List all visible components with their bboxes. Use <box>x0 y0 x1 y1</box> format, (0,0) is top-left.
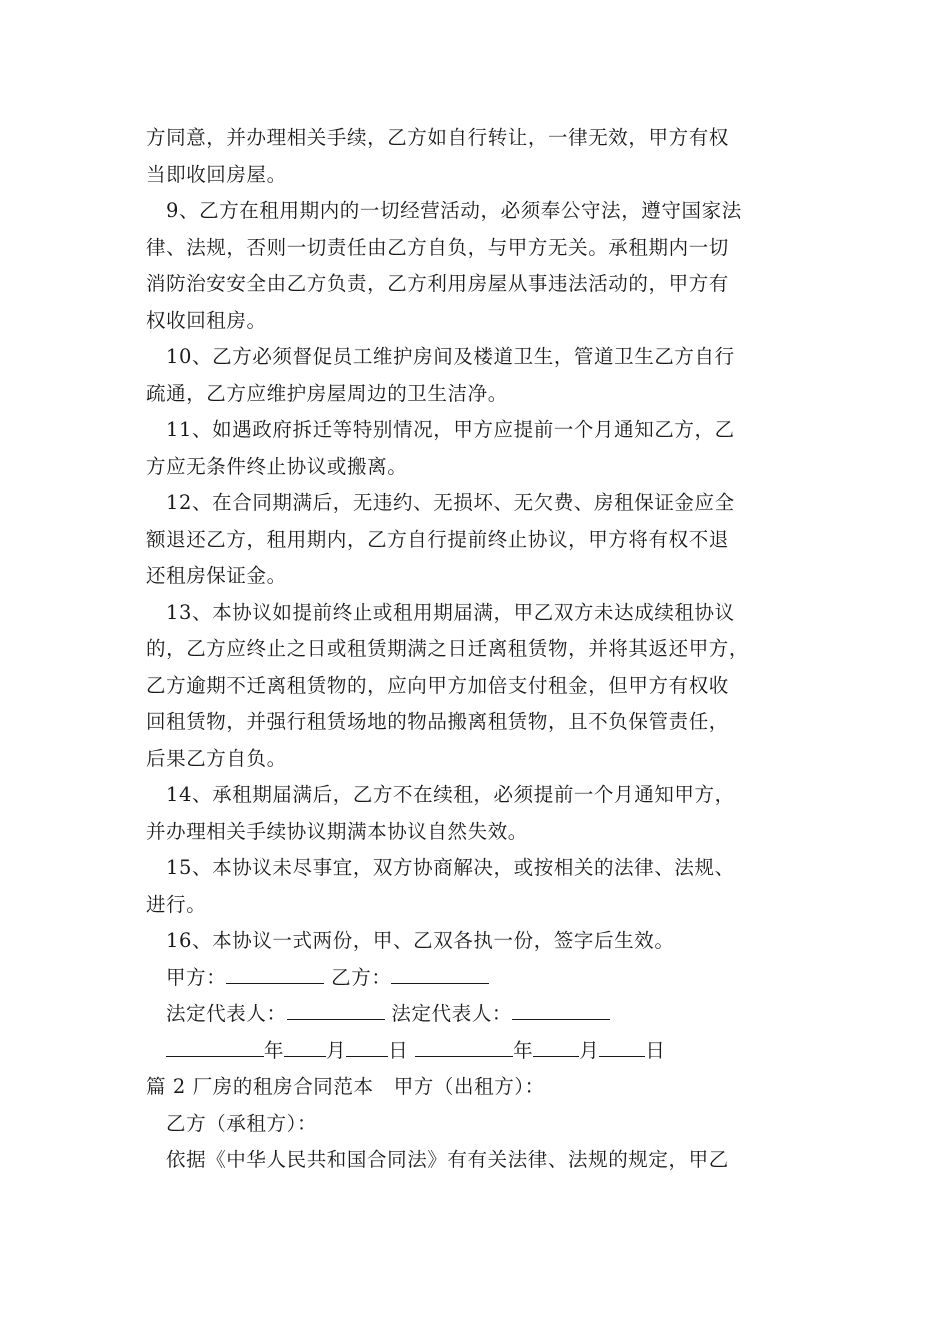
date-b-month-blank[interactable] <box>533 1034 579 1057</box>
paragraph-line: 并办理相关手续协议期满本协议自然失效。 <box>146 819 528 843</box>
paragraph-line: 疏通，乙方应维护房屋周边的卫生洁净。 <box>146 381 508 405</box>
paragraph-line: 额退还乙方，租用期内，乙方自行提前终止协议，甲方将有权不退 <box>146 527 729 551</box>
paragraph-line: 方应无条件终止协议或搬离。 <box>146 454 408 478</box>
party-b-label: 乙方： <box>331 965 392 989</box>
clause-11-line: 11、如遇政府拆迁等特别情况，甲方应提前一个月通知乙方，乙 <box>166 418 735 441</box>
paragraph-line: 律、法规，否则一切责任由乙方自负，与甲方无关。承租期内一切 <box>146 235 729 259</box>
paragraph-line: 进行。 <box>146 892 207 916</box>
day-label: 日 <box>388 1038 409 1062</box>
paragraph-line: 的，乙方应终止之日或租赁期满之日迁离租赁物，并将其返还甲方， <box>146 637 750 660</box>
year-label: 年 <box>513 1038 534 1062</box>
day-label: 日 <box>645 1038 666 1062</box>
clause-16-line: 16、本协议一式两份，甲、乙双各执一份，签字后生效。 <box>166 929 675 952</box>
year-label: 年 <box>264 1038 285 1062</box>
clause-9-line: 9、乙方在租用期内的一切经营活动，必须奉公守法，遵守国家法 <box>166 199 742 222</box>
date-a-year-blank[interactable] <box>166 1034 264 1057</box>
party-a-label: 甲方： <box>166 965 227 989</box>
month-label: 月 <box>579 1038 600 1062</box>
signature-reps-row <box>146 996 826 1033</box>
paragraph-line: 当即收回房屋。 <box>146 162 287 186</box>
clause-15-line: 15、本协议未尽事宜，双方协商解决，或按相关的法律、法规、 <box>166 856 735 879</box>
date-b-year-blank[interactable] <box>415 1034 513 1057</box>
document-body <box>146 120 826 1179</box>
date-a-month-blank[interactable] <box>284 1034 326 1057</box>
paragraph-line: 方同意，并办理相关手续，乙方如自行转让，一律无效，甲方有权 <box>146 126 729 149</box>
rep-a-label: 法定代表人： <box>166 1002 287 1025</box>
intro-line: 依据《中华人民共和国合同法》有有关法律、法规的规定，甲乙 <box>166 1148 729 1171</box>
paragraph-line: 乙方逾期不迁离租赁物的，应向甲方加倍支付租金，但甲方有权收 <box>146 673 729 697</box>
rep-b-blank[interactable] <box>512 997 610 1020</box>
signature-parties-row <box>146 960 826 997</box>
date-b-day-blank[interactable] <box>599 1034 645 1057</box>
party-a-blank[interactable] <box>226 961 324 984</box>
clause-14-line: 14、承租期届满后，乙方不在续租，必须提前一个月通知甲方， <box>166 783 735 806</box>
rep-b-label: 法定代表人： <box>391 1002 513 1025</box>
month-label: 月 <box>326 1038 347 1062</box>
paragraph-line: 回租赁物，并强行租赁场地的物品搬离租赁物，且不负保管责任， <box>146 710 729 733</box>
paragraph-line: 消防治安安全由乙方负责，乙方利用房屋从事违法活动的，甲方有 <box>146 272 729 295</box>
party-b-blank[interactable] <box>391 961 489 984</box>
rep-a-blank[interactable] <box>287 997 385 1020</box>
paragraph-line: 权收回租房。 <box>146 308 267 332</box>
lessee-line: 乙方（承租方）： <box>166 1111 318 1135</box>
signature-dates-row <box>146 1033 826 1070</box>
clause-13-line: 13、本协议如提前终止或租用期届满，甲乙双方未达成续租协议 <box>166 600 735 624</box>
paragraph-line: 后果乙方自负。 <box>146 746 287 770</box>
section-heading: 篇 2 厂房的租房合同范本 甲方（出租方）： <box>146 1075 545 1098</box>
clause-12-line: 12、在合同期满后，无违约、无损坏、无欠费、房租保证金应全 <box>166 491 735 514</box>
date-a-day-blank[interactable] <box>346 1034 388 1057</box>
clause-10-line: 10、乙方必须督促员工维护房间及楼道卫生，管道卫生乙方自行 <box>166 345 735 368</box>
paragraph-line: 还租房保证金。 <box>146 564 287 587</box>
